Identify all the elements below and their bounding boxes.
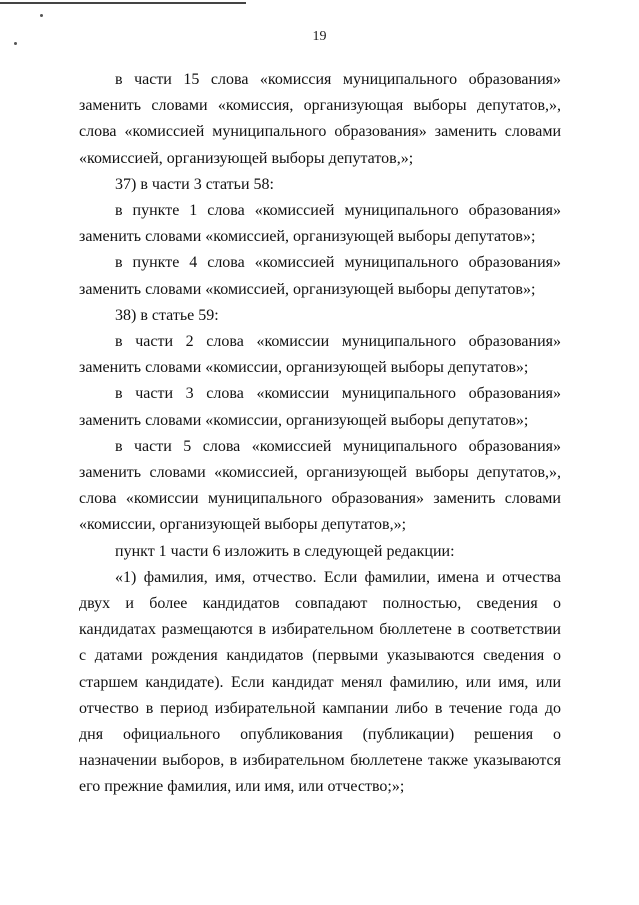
paragraph: 37) в части 3 статьи 58: bbox=[115, 175, 274, 193]
paragraph: в части 5 слова «комиссией муниципального образования» заменить словами «комиссией, организующей выборы депутатов,», слова «комиссии муниципального образования» заменить словами «комиссии, организующей выборы депутатов,»; bbox=[79, 437, 561, 534]
paragraph: «1) фамилия, имя, отчество. Если фамилии, имена и отчества двух и более кандидатов совпадают полностью, сведения о кандидатах размещаются в избирательном бюллетене в соответствии с датами рождения кандидатов (первыми указываются сведения о старшем кандидате). Если кандидат менял фамилию, или имя, или отчество в период избирательной кампании либо в течение года до дня официального опубликования (публикации) решения о назначении выборов, в избирательном бюллетене также указываются его прежние фамилия, или имя, или отчество;»; bbox=[79, 568, 561, 796]
paragraph: 38) в статье 59: bbox=[115, 306, 219, 324]
paragraph: в пункте 4 слова «комиссией муниципального образования» заменить словами «комиссией, организующей выборы депутатов»; bbox=[79, 254, 561, 298]
paragraph: в части 15 слова «комиссия муниципального образования» заменить словами «комиссия, организующая выборы депутатов,», слова «комиссией муниципального образования» заменить словами «комиссией, организующей выборы депутатов,»; bbox=[79, 71, 561, 167]
paragraph: пункт 1 части 6 изложить в следующей редакции: bbox=[115, 542, 455, 560]
top-rule bbox=[0, 2, 246, 4]
paragraph: в пункте 1 слова «комиссией муниципального образования» заменить словами «комиссией, организующей выборы депутатов»; bbox=[79, 202, 561, 246]
scan-speck bbox=[40, 14, 43, 17]
paragraph: в части 2 слова «комиссии муниципального образования» заменить словами «комиссии, организующей выборы депутатов»; bbox=[79, 333, 561, 377]
document-body bbox=[79, 67, 561, 801]
page-number: 19 bbox=[312, 29, 327, 44]
paragraph: в части 3 слова «комиссии муниципального образования» заменить словами «комиссии, организующей выборы депутатов»; bbox=[79, 385, 561, 429]
